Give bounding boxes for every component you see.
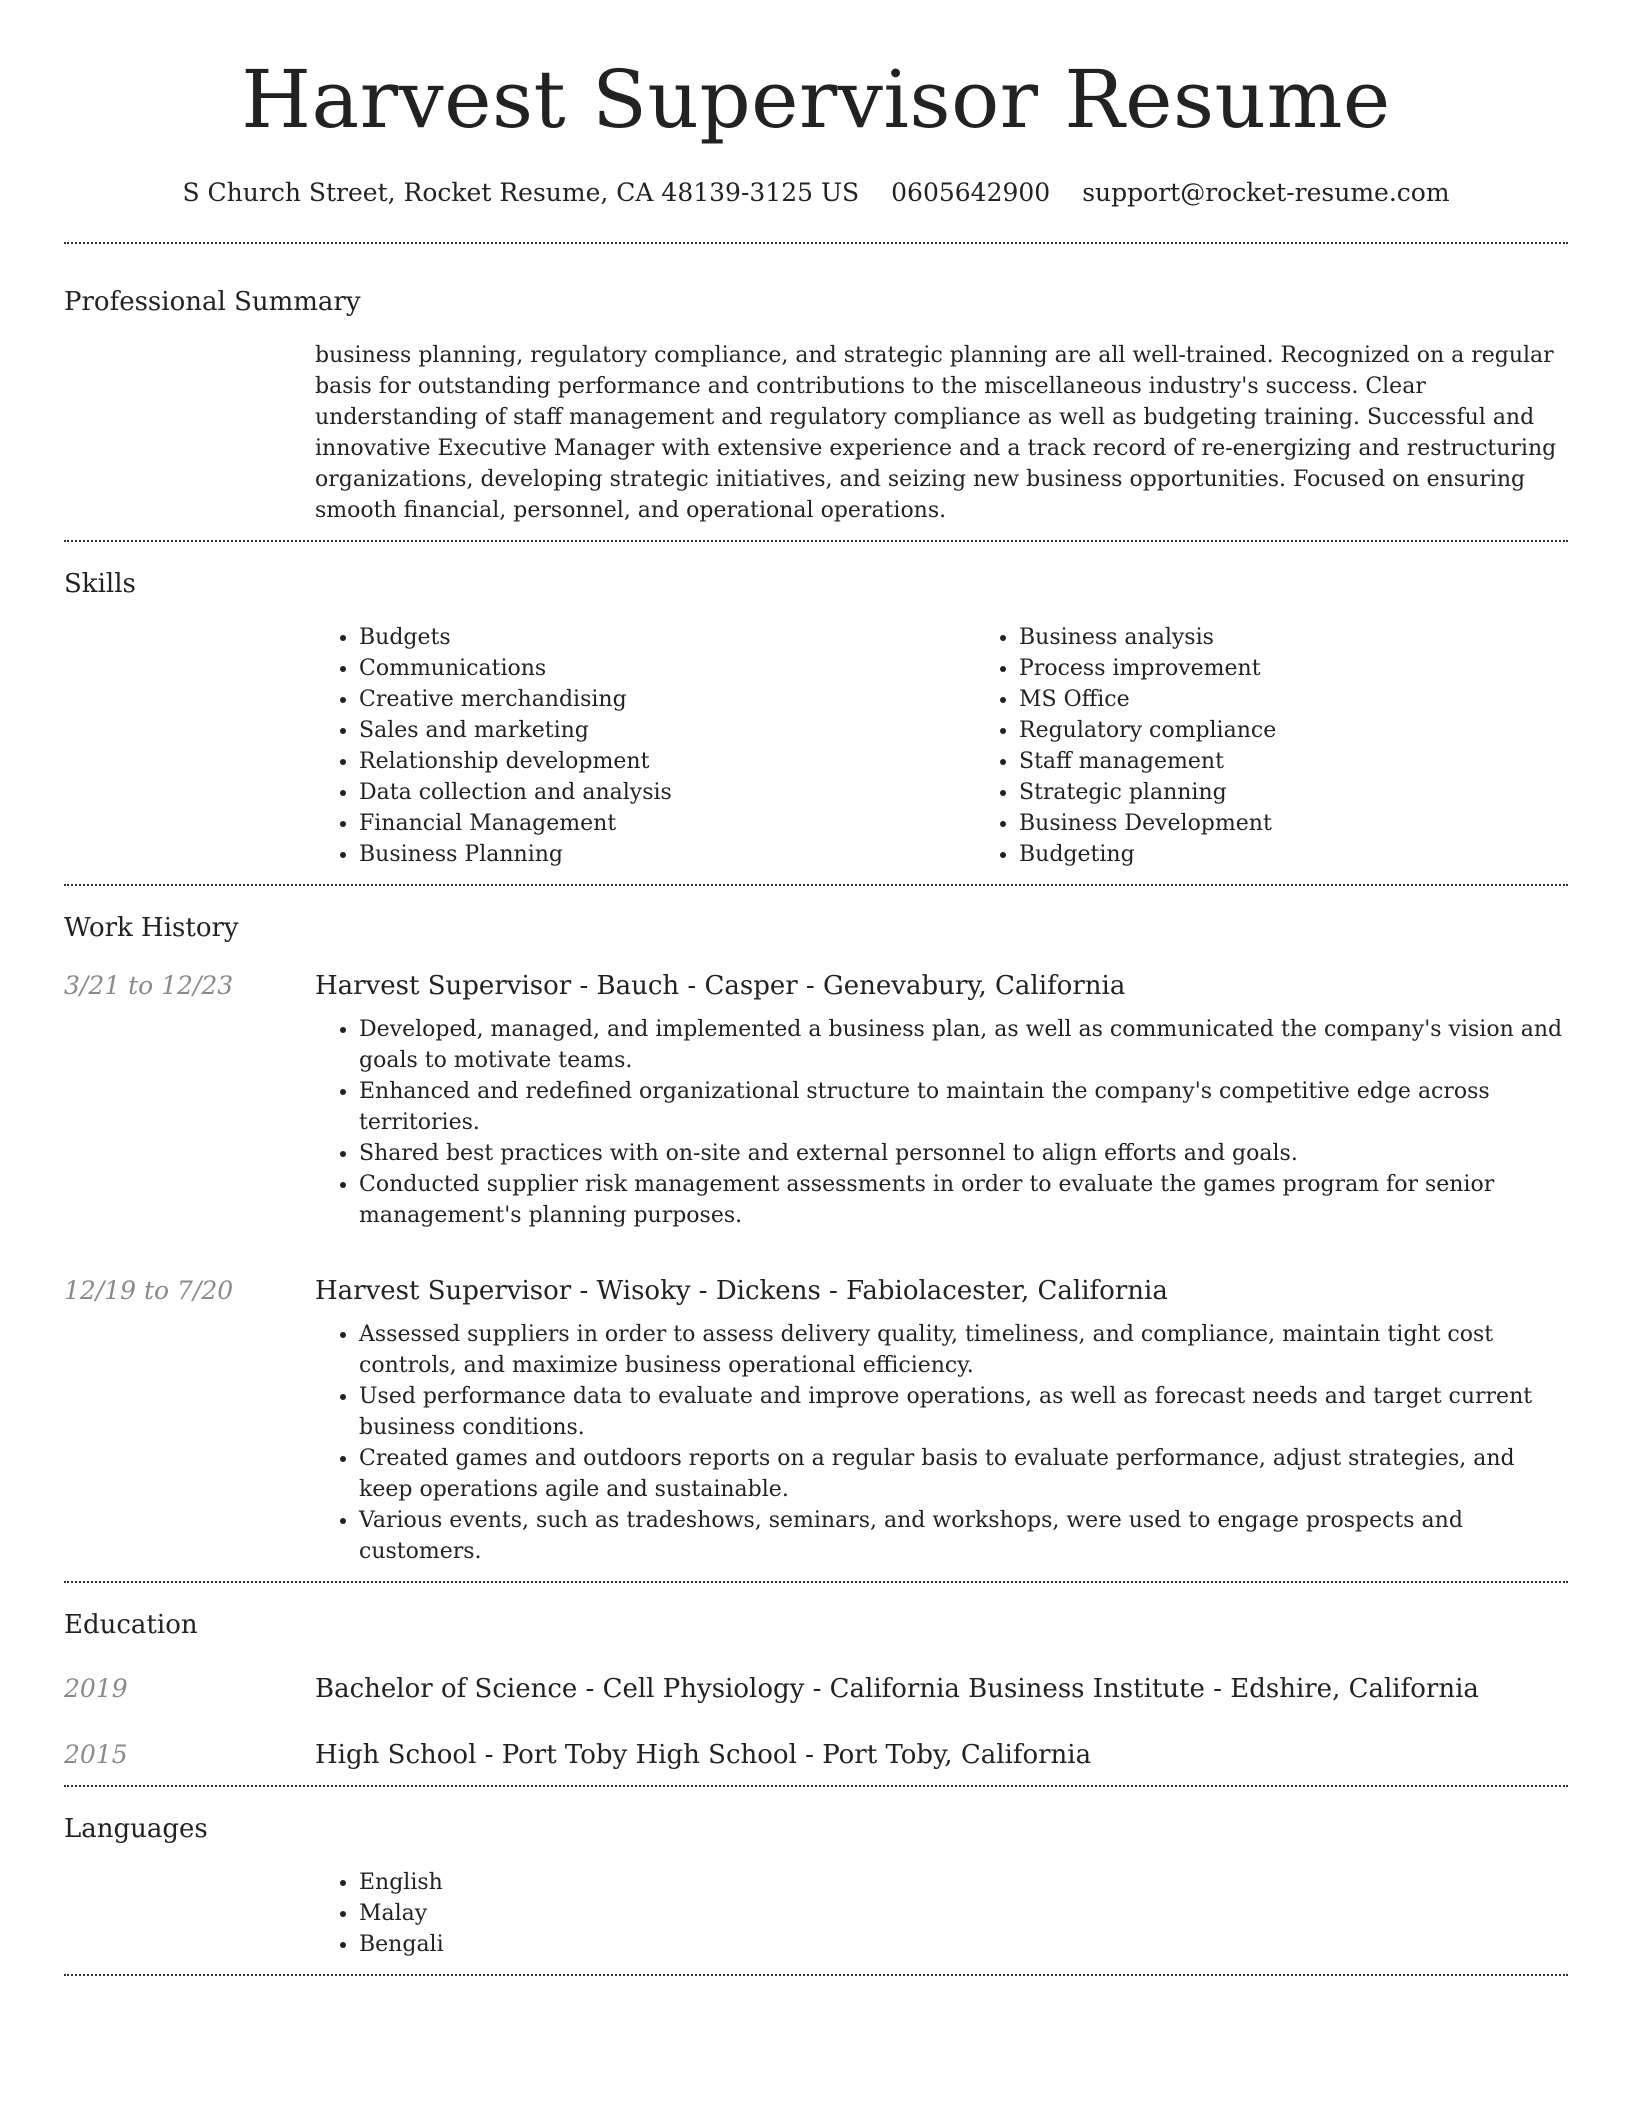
education-title: Bachelor of Science - Cell Physiology - California Business Institute - Edshire, California (315, 1674, 1479, 1704)
job-entry (64, 1231, 1568, 1567)
skills-list-right (975, 622, 1632, 870)
skill-item: • Relationship development (359, 746, 975, 777)
skills-list-left (315, 622, 975, 870)
languages-heading: Languages (64, 1814, 208, 1844)
job-entry (64, 944, 1568, 1231)
skill-item: • Creative merchandising (359, 684, 975, 715)
work-history-heading: Work History (64, 913, 239, 943)
job-bullet: • Shared best practices with on-site and external personnel to align efforts and goals. (359, 1138, 1568, 1169)
skills-section (64, 542, 1568, 884)
job-bullet: • Conducted supplier risk management assessments in order to evaluate the games program for senior management's planning purposes. (359, 1169, 1568, 1231)
languages-section (64, 1787, 1568, 1974)
skill-item: • Business Planning (359, 839, 975, 870)
languages-list (315, 1867, 1568, 1960)
contact-email: support@rocket-resume.com (1082, 178, 1450, 207)
job-bullet: • Assessed suppliers in order to assess delivery quality, timeliness, and compliance, maintain tight cost controls, and maximize business operational efficiency. (359, 1319, 1568, 1381)
job-dates: 3/21 to 12/23 (64, 971, 234, 1000)
skill-item: • Sales and marketing (359, 715, 975, 746)
education-year: 2015 (64, 1740, 128, 1769)
summary-text: business planning, regulatory compliance, and strategic planning are all well-trained. Recognized on a regular basis for outstanding performance and contributions to the miscellaneous industry's success. Clear understanding of staff management and regulatory compliance as well as budgeting training. Successful and innovative Executive Manager with extensive experience and a track record of re-energizing and restructuring organizations, developing strategic initiatives, and seizing new business opportunities. Focused on ensuring smooth financial, personnel, and operational operations. (315, 343, 1557, 523)
job-header (64, 970, 1568, 1231)
contact-phone: 0605642900 (891, 178, 1051, 207)
skills-heading: Skills (64, 569, 136, 599)
section-divider (64, 1974, 1568, 1976)
education-heading: Education (64, 1610, 198, 1640)
job-bullet: • Various events, such as tradeshows, seminars, and workshops, were used to engage prospects and customers. (359, 1505, 1568, 1567)
language-item: • Malay (359, 1898, 1568, 1929)
skill-item: • Budgeting (1019, 839, 1632, 870)
skill-item: • Data collection and analysis (359, 777, 975, 808)
skill-item: • Regulatory compliance (1019, 715, 1632, 746)
skill-item: • Staff management (1019, 746, 1632, 777)
language-item: • Bengali (359, 1929, 1568, 1960)
job-header (64, 1275, 1568, 1567)
skill-item: • Communications (359, 653, 975, 684)
skill-item: • Strategic planning (1019, 777, 1632, 808)
job-title: Harvest Supervisor - Wisoky - Dickens - Fabiolacester, California (315, 1276, 1168, 1306)
job-bullets (315, 1319, 1568, 1567)
skill-item: • Budgets (359, 622, 975, 653)
job-bullets (315, 1014, 1568, 1231)
education-entry (64, 1705, 1568, 1771)
education-year: 2019 (64, 1674, 128, 1703)
skill-item: • Financial Management (359, 808, 975, 839)
languages-list-wrap (64, 1845, 1568, 1974)
skill-item: • Business analysis (1019, 622, 1632, 653)
summary-section (64, 244, 1568, 540)
summary-heading: Professional Summary (64, 287, 361, 317)
language-item: • English (359, 1867, 1568, 1898)
work-history-section (64, 886, 1568, 1581)
job-bullet: • Developed, managed, and implemented a business plan, as well as communicated the company's vision and goals to motivate teams. (359, 1014, 1568, 1076)
skill-item: • Business Development (1019, 808, 1632, 839)
contact-address: S Church Street, Rocket Resume, CA 48139-3125 US (182, 178, 860, 207)
job-bullet: • Used performance data to evaluate and improve operations, as well as forecast needs and target current business conditions. (359, 1381, 1568, 1443)
skill-item: • MS Office (1019, 684, 1632, 715)
education-entry (64, 1641, 1568, 1705)
job-bullet: • Enhanced and redefined organizational structure to maintain the company's competitive edge across territories. (359, 1076, 1568, 1138)
contact-line (64, 178, 1568, 208)
resume-title: Harvest Supervisor Resume (241, 53, 1391, 146)
education-title: High School - Port Toby High School - Port Toby, California (315, 1740, 1092, 1770)
skill-item: • Process improvement (1019, 653, 1632, 684)
education-section (64, 1583, 1568, 1785)
job-dates: 12/19 to 7/20 (64, 1276, 234, 1305)
job-title: Harvest Supervisor - Bauch - Casper - Genevabury, California (315, 971, 1126, 1001)
job-bullet: • Created games and outdoors reports on a regular basis to evaluate performance, adjust strategies, and keep operations agile and sustainable. (359, 1443, 1568, 1505)
skills-grid (64, 600, 1568, 884)
